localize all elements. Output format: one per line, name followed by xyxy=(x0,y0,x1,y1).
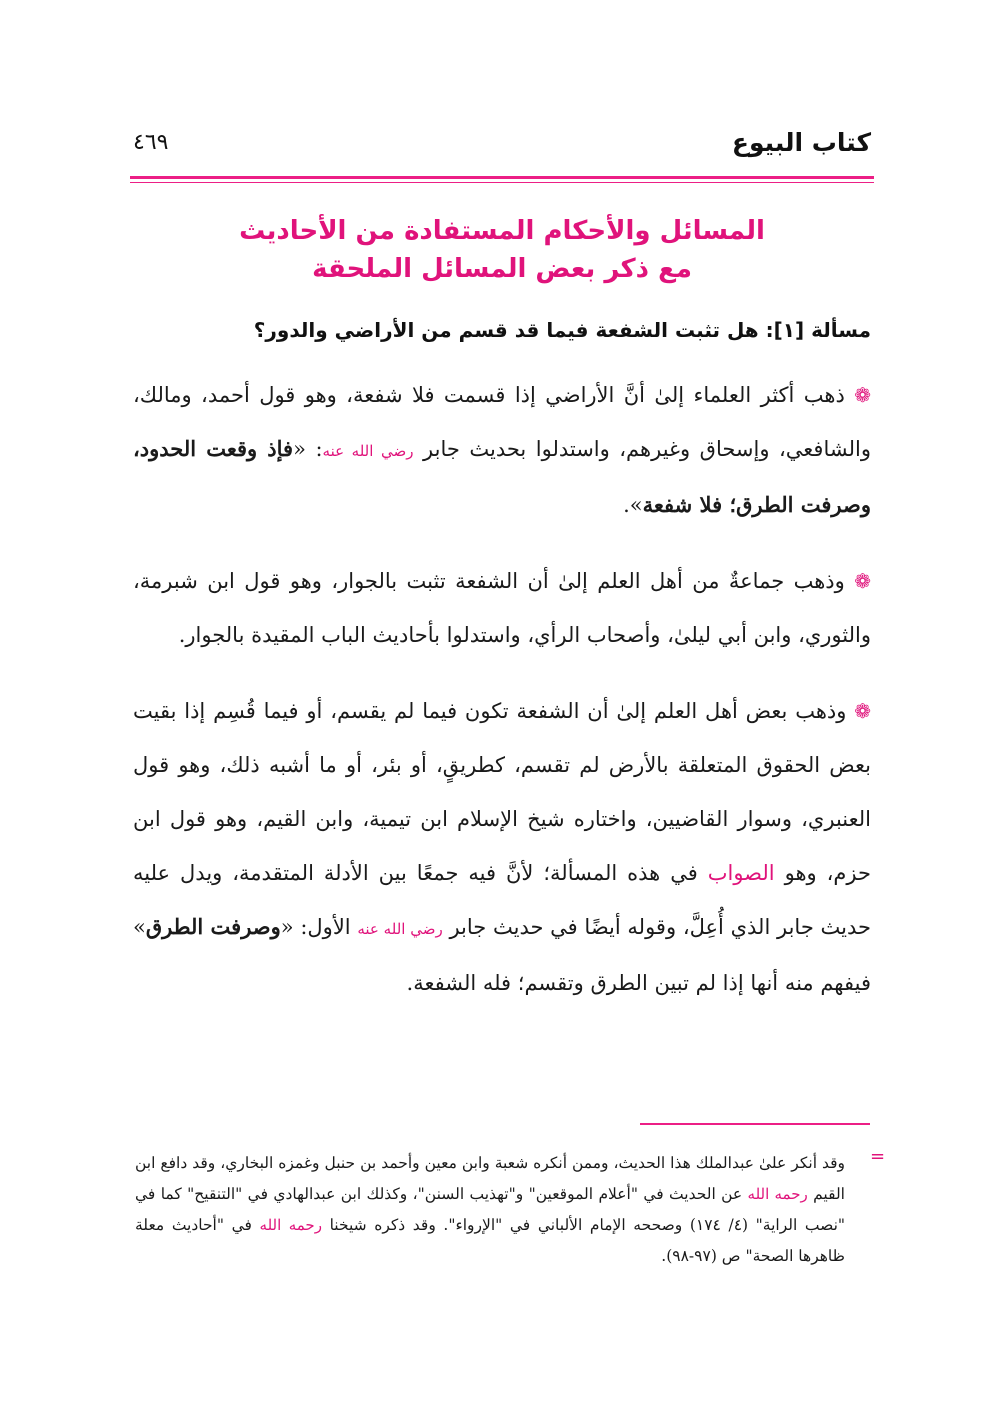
header-rule-thin xyxy=(130,182,874,183)
paragraph-3 xyxy=(133,684,871,1010)
issue-text: هل تثبت الشفعة فيما قد قسم من الأراضي والدور؟ xyxy=(253,318,759,342)
footnote-text-a: وقد أنكر علىٰ عبدالملك هذا الحديث، وممن أنكره شعبة وابن معين وأحمد بن حنبل وغمزه البخاري، وقد دافع ابن القيم xyxy=(135,1154,845,1203)
paragraph-3-text-c: الأول: « xyxy=(280,915,351,939)
hadith-quote-2: وصرفت الطرق xyxy=(145,914,281,939)
issue-label: مسألة [١]: xyxy=(765,318,871,342)
paragraph-2-text: وذهب جماعةٌ من أهل العلم إلىٰ أن الشفعة تثبت بالجوار، وهو قول ابن شبرمة، والثوري، وابن أبي ليلىٰ، وأصحاب الرأي، واستدلوا بأحاديث الباب المقيدة بالجوار. xyxy=(133,569,871,647)
footnote-text-b: عن الحديث في "أعلام الموقعين" و"تهذيب السنن"، وكذلك ابن عبدالهادي في "التنقيح" كما في "نصب الراية" (٤/ ١٧٤) وصححه الإمام الألباني في "الإرواء". وقد ذكره شيخنا xyxy=(135,1185,846,1234)
paragraph-3-text-b: في هذه المسألة؛ لأنَّ فيه جمعًا بين الأدلة المتقدمة، ويدل عليه حديث جابر الذي أُعِلَّ، وقوله أيضًا في حديث جابر xyxy=(133,861,871,939)
hadith-quote-1: فإذ وقعت الحدود، وصرفت الطرق؛ فلا شفعة xyxy=(133,436,871,517)
flower-ornament-icon: ❁ xyxy=(854,699,871,723)
running-header xyxy=(133,128,871,168)
header-rule-thick xyxy=(130,176,874,179)
honorific-rahimahullah: رحمه الله xyxy=(259,1216,322,1234)
section-title-line2: مع ذكر بعض المسائل الملحقة xyxy=(312,254,692,284)
honorific-radiallahu: رضي الله عنه xyxy=(357,920,443,938)
paragraph-1 xyxy=(133,368,871,532)
quote-close: ». xyxy=(623,493,643,517)
honorific-radiallahu: رضي الله عنه xyxy=(322,442,414,460)
honorific-rahimahullah: رحمه الله xyxy=(747,1185,808,1203)
flower-ornament-icon: ❁ xyxy=(854,383,871,407)
paragraph-3-text-d: » فيفهم منه أنها إذا لم تبين الطرق وتقسم؛ فله الشفعة. xyxy=(133,915,871,995)
footnote-separator xyxy=(640,1123,870,1125)
footnote-continuation-marker: = xyxy=(870,1146,886,1167)
section-title xyxy=(133,212,871,288)
paragraph-2 xyxy=(133,554,871,662)
quote-open: : « xyxy=(293,437,323,461)
section-title-line1: المسائل والأحكام المستفادة من الأحاديث xyxy=(239,216,765,246)
page-number: ٤٦٩ xyxy=(133,130,169,155)
paragraph-1-text: ذهب أكثر العلماء إلىٰ أنَّ الأراضي إذا قسمت فلا شفعة، وهو قول أحمد، ومالك، والشافعي، وإسحاق وغيرهم، واستدلوا بحديث جابر xyxy=(133,383,871,461)
issue-question xyxy=(133,318,871,342)
main-text xyxy=(133,368,871,1032)
paragraph-3-text-a: وذهب بعض أهل العلم إلىٰ أن الشفعة تكون فيما لم يقسم، أو فيما قُسِم إذا بقيت بعض الحقوق المتعلقة بالأرض لم تقسم، كطريقٍ، أو بئر، أو ما أشبه ذلك، وهو قول العنبري، وسوار القاضيين، واختاره شيخ الإسلام ابن تيمية، وابن القيم، وهو قول ابن حزم، وهو xyxy=(133,699,871,885)
footnote xyxy=(135,1148,845,1272)
footnote-text xyxy=(135,1148,845,1272)
sawab-highlight: الصواب xyxy=(707,861,775,885)
flower-ornament-icon: ❁ xyxy=(854,569,871,593)
book-title: كتاب البيوع xyxy=(731,128,871,157)
footnote-text-c: في "أحاديث معلة ظاهرها الصحة" ص (٩٧-٩٨). xyxy=(135,1216,845,1265)
